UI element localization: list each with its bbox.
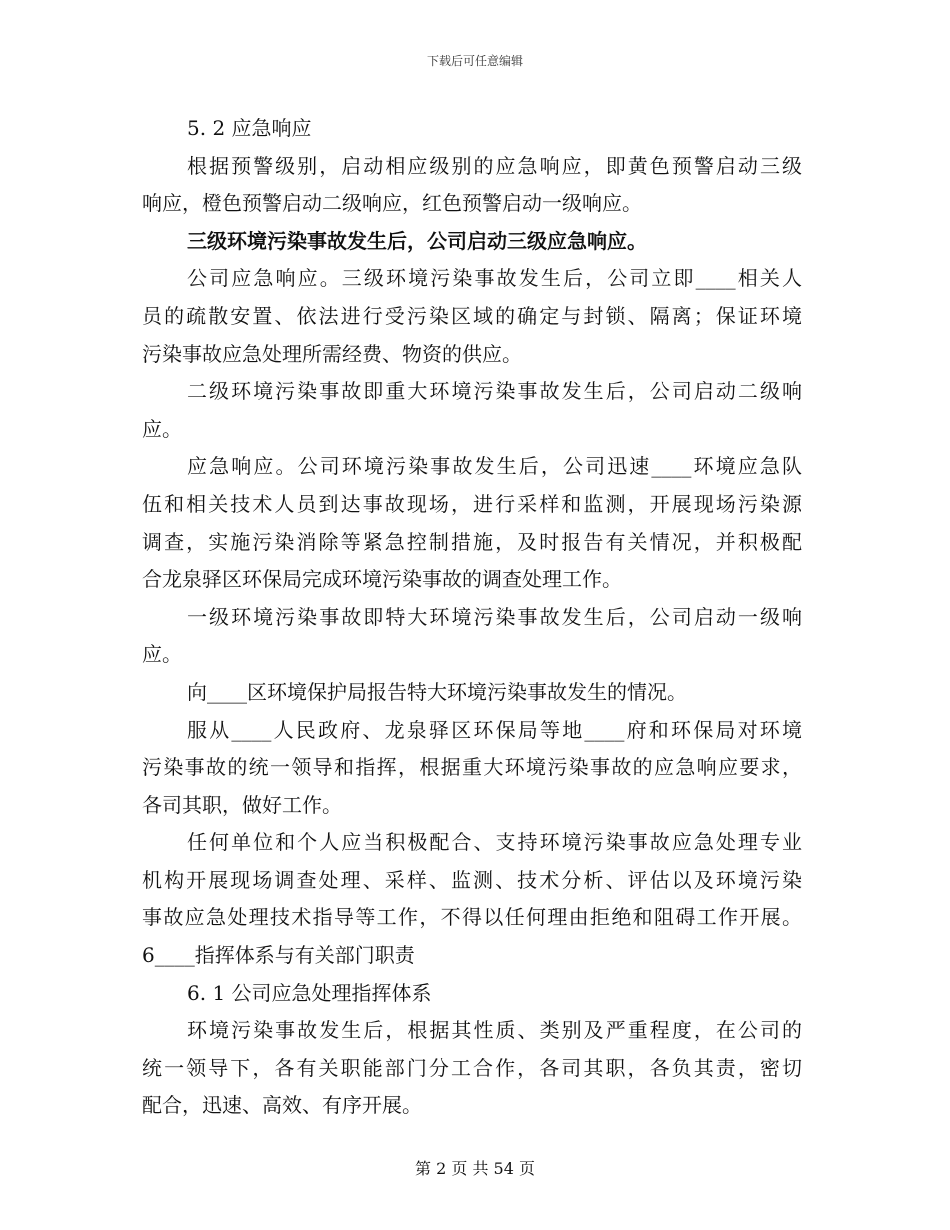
text-line: 向____区环境保护局报告特大环境污染事故发生的情况。 — [187, 679, 687, 704]
text-line: 伍和相关技术人员到达事故现场，进行采样和监测，开展现场污染源 — [142, 491, 802, 516]
text-line: 合龙泉驿区环保局完成环境污染事故的调查处理工作。 — [142, 567, 622, 592]
text-line: 事故应急处理技术指导等工作，不得以任何理由拒绝和阻碍工作开展。 — [142, 905, 802, 930]
text-line: 应。 — [142, 642, 182, 667]
text-line: 员的疏散安置、依法进行受污染区域的确定与封锁、隔离；保证环境 — [142, 303, 802, 328]
text-line: 三级环境污染事故发生后，公司启动三级应急响应。 — [187, 228, 647, 253]
text-line: 环境污染事故发生后，根据其性质、类别及严重程度，在公司的 — [187, 1018, 802, 1043]
text-line: 任何单位和个人应当积极配合、支持环境污染事故应急处理专业 — [187, 830, 802, 855]
text-line: 污染事故应急处理所需经费、物资的供应。 — [142, 341, 522, 366]
text-line: 应急响应。公司环境污染事故发生后，公司迅速____环境应急队 — [187, 454, 802, 479]
text-line: 公司应急响应。三级环境污染事故发生后，公司立即____相关人 — [187, 266, 802, 291]
text-line: 调查，实施污染消除等紧急控制措施，及时报告有关情况，并积极配 — [142, 529, 802, 554]
text-line: 应。 — [142, 416, 182, 441]
document-body — [142, 110, 802, 1125]
page-header: 下载后可任意编辑 — [426, 54, 523, 68]
text-line: 污染事故的统一领导和指挥，根据重大环境污染事故的应急响应要求， — [142, 755, 802, 780]
text-line: 根据预警级别，启动相应级别的应急响应，即黄色预警启动三级 — [187, 153, 802, 178]
text-line: 配合，迅速、高效、有序开展。 — [142, 1093, 422, 1118]
page-footer: 第 2 页 共 54 页 — [415, 1159, 535, 1178]
section-heading: 6. 1 公司应急处理指挥体系 — [187, 980, 432, 1005]
text-line: 一级环境污染事故即特大环境污染事故发生后，公司启动一级响 — [187, 604, 802, 629]
text-line: 二级环境污染事故即重大环境污染事故发生后，公司启动二级响 — [187, 379, 802, 404]
text-line: 统一领导下，各有关职能部门分工合作，各司其职，各负其责，密切 — [142, 1055, 802, 1080]
text-line: 各司其职，做好工作。 — [142, 792, 342, 817]
section-heading: 5. 2 应急响应 — [187, 116, 312, 140]
text-line: 机构开展现场调查处理、采样、监测、技术分析、评估以及环境污染 — [142, 867, 802, 892]
text-line: 服从____人民政府、龙泉驿区环保局等地____府和环保局对环境 — [187, 717, 802, 742]
text-line: 响应，橙色预警启动二级响应，红色预警启动一级响应。 — [142, 191, 642, 216]
text-line: 6____指挥体系与有关部门职责 — [142, 943, 415, 968]
